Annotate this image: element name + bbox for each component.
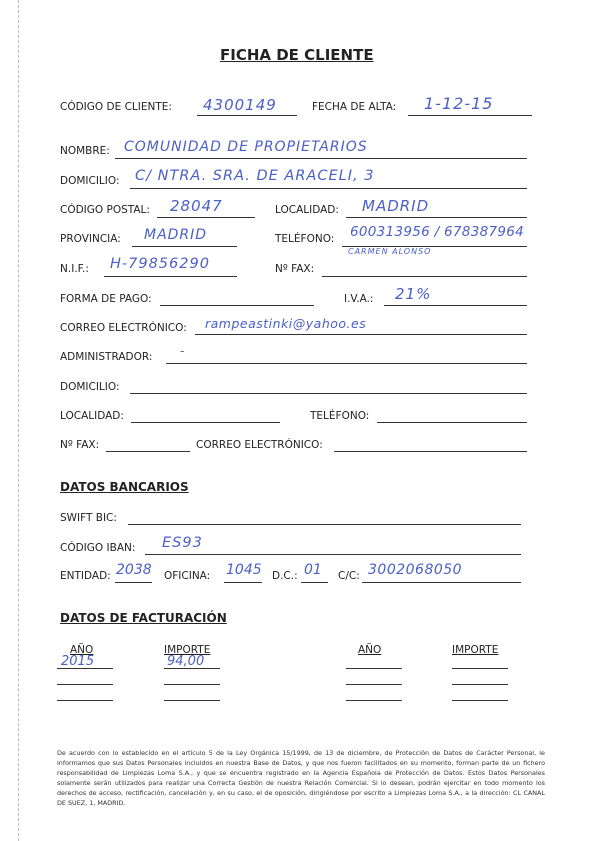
iban-label: CÓDIGO IBAN: [60,542,136,554]
nif-line [104,276,237,277]
entidad-value[interactable]: 2038 [116,562,152,578]
codigo-cliente-label: CÓDIGO DE CLIENTE: [60,101,172,113]
domicilio-label: DOMICILIO: [60,175,120,187]
telefono-note: CARMEN ALONSO [348,247,432,256]
swift-label: SWIFT BIC: [60,512,117,524]
fecha-alta-label: FECHA DE ALTA: [312,101,397,113]
fact-line[interactable] [57,700,113,701]
entidad-label: ENTIDAD: [60,570,111,582]
telefono-value[interactable]: 600313956 / 678387964 [350,224,525,240]
oficina-value[interactable]: 1045 [226,562,262,578]
localidad-line [346,217,527,218]
entidad-line [115,582,152,583]
nombre-line [115,158,527,159]
datos-facturacion-heading: DATOS DE FACTURACIÓN [60,611,227,625]
fact-row-importe[interactable]: 94,00 [167,654,205,669]
adm-localidad-line[interactable] [131,422,280,423]
fact-line[interactable] [346,668,402,669]
nif-value[interactable]: H-79856290 [110,256,210,272]
dc-label: D.C.: [272,570,298,582]
oficina-label: OFICINA: [164,570,211,582]
cc-line [362,582,521,583]
codigo-cliente-line [197,115,297,116]
fact-line[interactable] [452,700,508,701]
scan-edge [18,0,19,841]
administrador-label: ADMINISTRADOR: [60,351,153,363]
fact-line [57,668,113,669]
forma-pago-line[interactable] [160,305,314,306]
fecha-alta-line [408,115,532,116]
datos-bancarios-heading: DATOS BANCARIOS [60,480,189,494]
correo-line [195,334,527,335]
fax-label: Nº FAX: [275,263,315,275]
col-importe-1: IMPORTE [164,644,211,656]
fact-line[interactable] [57,684,113,685]
domicilio-value[interactable]: C/ NTRA. SRA. DE ARACELI, 3 [135,168,375,184]
nombre-value[interactable]: COMUNIDAD DE PROPIETARIOS [124,139,368,155]
codigo-postal-value[interactable]: 28047 [170,197,223,215]
dc-value[interactable]: 01 [304,562,322,578]
fact-line[interactable] [346,684,402,685]
dc-line [301,582,328,583]
swift-line[interactable] [128,524,521,525]
adm-fax-line[interactable] [106,451,190,452]
page-title: FICHA DE CLIENTE [220,46,374,64]
oficina-line [224,582,262,583]
localidad-value[interactable]: MADRID [362,197,430,215]
cc-label: C/C: [338,570,360,582]
forma-pago-label: FORMA DE PAGO: [60,293,152,305]
privacy-footer: De acuerdo con lo establecido en el artículo 5 de la Ley Orgánica 15/1999, de 13 de diciembre, de Protección de Datos de Carácter Personal, le informamos que sus Datos Personales incluidos en nuestra Base de Datos, y que nos fueron facilitados en su momento, forman parte de un fichero responsabilidad de Limpiezas Loma S.A., y que se encuentra registrado en la Agencia Española de Protección de Datos. Estos Datos Personales solamente serán utilizados para realizar una Correcta Gestión de nuestra Relación Comercial. Si lo desean, podrán ejercitar en todo momento los derechos de acceso, rectificación, cancelación y, en su caso, el de oposición, dirigiéndose por escrito a Limpiezas Loma S.A., a la dirección: CL CANAL DE SUEZ, 1, MADRID. [57,749,545,807]
adm-domicilio-label: DOMICILIO: [60,381,120,393]
fact-line[interactable] [452,684,508,685]
col-anio-1: AÑO [70,644,94,656]
adm-fax-label: Nº FAX: [60,439,100,451]
codigo-postal-label: CÓDIGO POSTAL: [60,204,150,216]
col-anio-2: AÑO [358,644,382,656]
fax-line [322,276,527,277]
fact-line[interactable] [346,700,402,701]
correo-label: CORREO ELECTRÓNICO: [60,322,187,334]
administrador-line [166,363,527,364]
adm-domicilio-line[interactable] [130,393,527,394]
telefono-label: TELÉFONO: [275,233,335,245]
fecha-alta-value[interactable]: 1-12-15 [424,94,494,113]
administrador-value[interactable]: - [180,344,186,358]
adm-correo-label: CORREO ELECTRÓNICO: [196,439,323,451]
iva-line [384,305,527,306]
fact-line[interactable] [164,700,220,701]
nombre-label: NOMBRE: [60,145,110,157]
provincia-line [132,246,237,247]
adm-telefono-line[interactable] [377,422,527,423]
iban-line [145,554,521,555]
cc-value[interactable]: 3002068050 [368,562,463,578]
provincia-label: PROVINCIA: [60,233,121,245]
iva-value[interactable]: 21% [395,285,432,303]
fact-line [164,668,220,669]
col-importe-2: IMPORTE [452,644,499,656]
correo-value[interactable]: rampeastinki@yahoo.es [205,316,367,331]
nif-label: N.I.F.: [60,263,89,275]
codigo-postal-line [157,217,255,218]
adm-correo-line[interactable] [334,451,527,452]
iban-value[interactable]: ES93 [162,535,203,551]
domicilio-line [130,188,527,189]
fact-line[interactable] [452,668,508,669]
iva-label: I.V.A.: [344,293,374,305]
provincia-value[interactable]: MADRID [144,227,208,243]
adm-telefono-label: TELÉFONO: [310,410,370,422]
localidad-label: LOCALIDAD: [275,204,339,216]
adm-localidad-label: LOCALIDAD: [60,410,124,422]
codigo-cliente-value[interactable]: 4300149 [203,96,277,114]
fact-line[interactable] [164,684,220,685]
fact-row-anio[interactable]: 2015 [61,654,95,669]
